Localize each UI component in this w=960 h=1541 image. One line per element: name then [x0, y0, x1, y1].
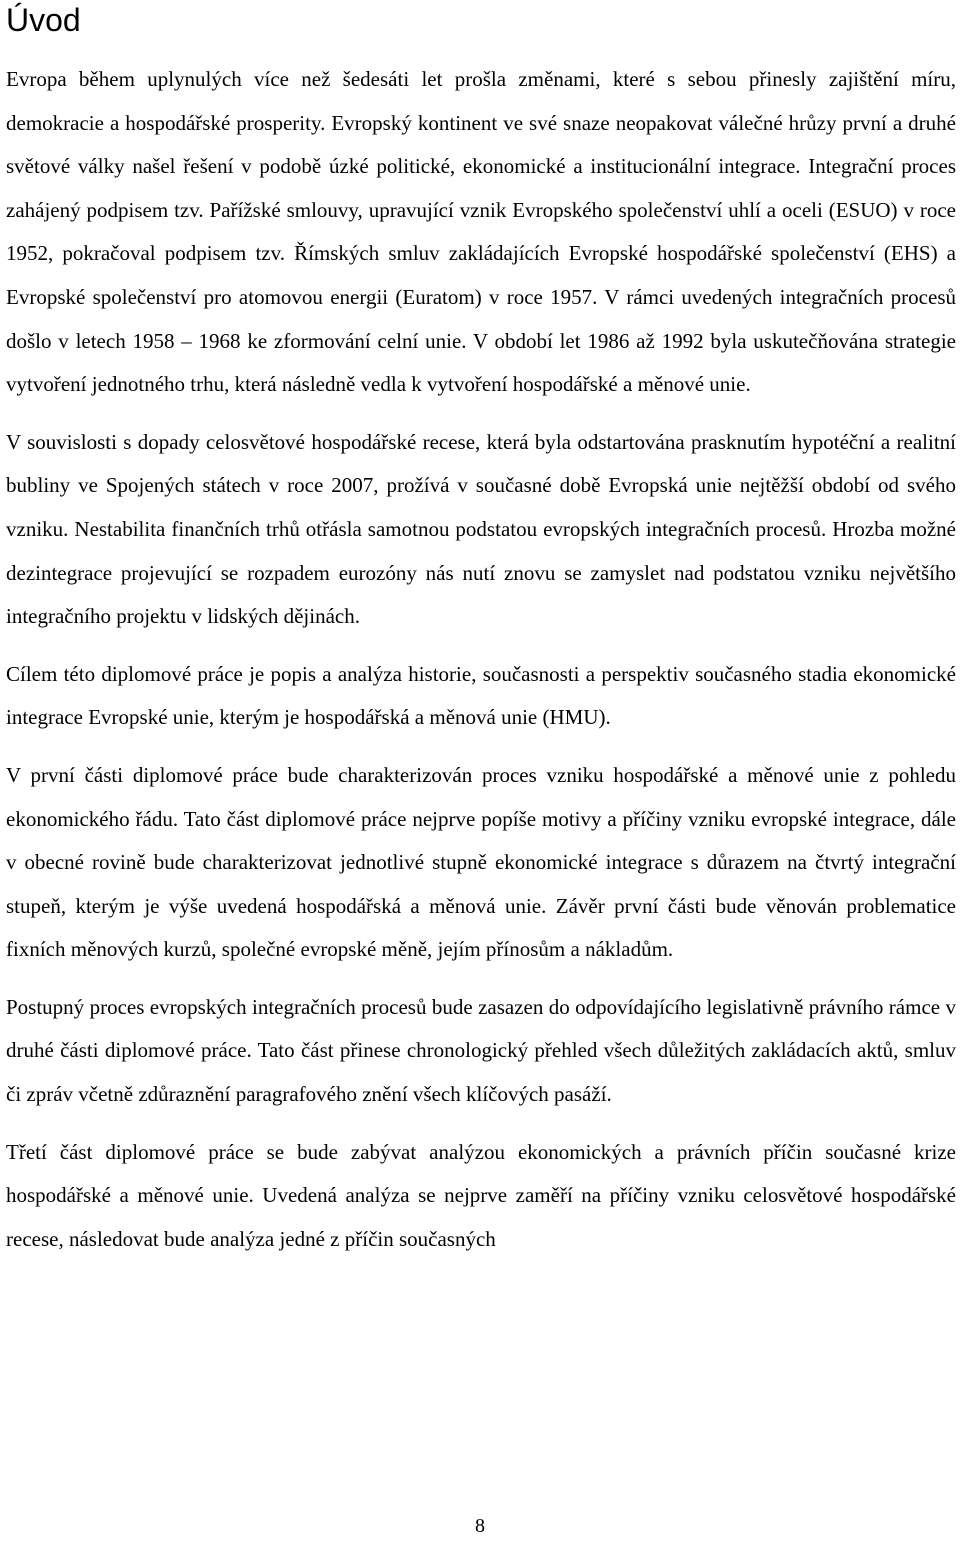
paragraph-intro-history: Evropa během uplynulých více než šedesáti let prošla změnami, které s sebou přinesly zajištění míru, demokracie a hospodářské prosperity. Evropský kontinent ve své snaze neopakovat válečné hrůzy první a druhé světové války našel řešení v podobě úzké politické, ekonomické a institucionální integrace. Integrační proces zahájený podpisem tzv. Pařížské smlouvy, upravující vznik Evropského společenství uhlí a oceli (ESUO) v roce 1952, pokračoval podpisem tzv. Římských smluv zakládajících Evropské hospodářské společenství (EHS) a Evropské společenství pro atomovou energii (Euratom) v roce 1957. V rámci uvedených integračních procesů došlo v letech 1958 – 1968 ke zformování celní unie. V období let 1986 až 1992 byla uskutečňována strategie vytvoření jednotného trhu, která následně vedla k vytvoření hospodářské a měnové unie. — [6, 67, 956, 397]
paragraph-part-two: Postupný proces evropských integračních procesů bude zasazen do odpovídajícího legislativně právního rámce v druhé části diplomové práce. Tato část přinese chronologický přehled všech důležitých zakládacích aktů, smluv či zpráv včetně zdůraznění paragrafového znění všech klíčových pasáží. — [6, 994, 956, 1107]
paragraph-crisis-context: V souvislosti s dopady celosvětové hospodářské recese, která byla odstartována prasknutím hypotéční a realitní bubliny ve Spojených státech v roce 2007, prožívá v současné době Evropská unie nejtěžší období od svého vzniku. Nestabilita finančních trhů otřásla samotnou podstatou evropských integračních procesů. Hrozba možné dezintegrace projevující se rozpadem eurozóny nás nutí znovu se zamyslet nad podstatou vzniku největšího integračního projektu v lidských dějinách. — [6, 429, 956, 629]
paragraph-part-one: V první části diplomové práce bude charakterizován proces vzniku hospodářské a měnové unie z pohledu ekonomického řádu. Tato část diplomové práce nejprve popíše motivy a příčiny vzniku evropské integrace, dále v obecné rovině bude charakterizovat jednotlivé stupně ekonomické integrace s důrazem na čtvrtý integrační stupeň, kterým je výše uvedená hospodářská a měnová unie. Závěr první části bude věnován problematice fixních měnových kurzů, společné evropské měně, jejím přínosům a nákladům. — [6, 762, 956, 962]
paragraph-thesis-goal: Cílem této diplomové práce je popis a analýza historie, současnosti a perspektiv současného stadia ekonomické integrace Evropské unie, kterým je hospodářská a měnová unie (HMU). — [6, 661, 956, 730]
section-heading: Úvod — [6, 2, 81, 38]
page-number: 8 — [475, 1515, 485, 1537]
paragraph-part-three: Třetí část diplomové práce se bude zabývat analýzou ekonomických a právních příčin současné krize hospodářské a měnové unie. Uvedená analýza se nejprve zaměří na příčiny vzniku celosvětové hospodářské recese, následovat bude analýza jedné z příčin současných — [6, 1139, 956, 1251]
document-page — [6, 0, 956, 1261]
